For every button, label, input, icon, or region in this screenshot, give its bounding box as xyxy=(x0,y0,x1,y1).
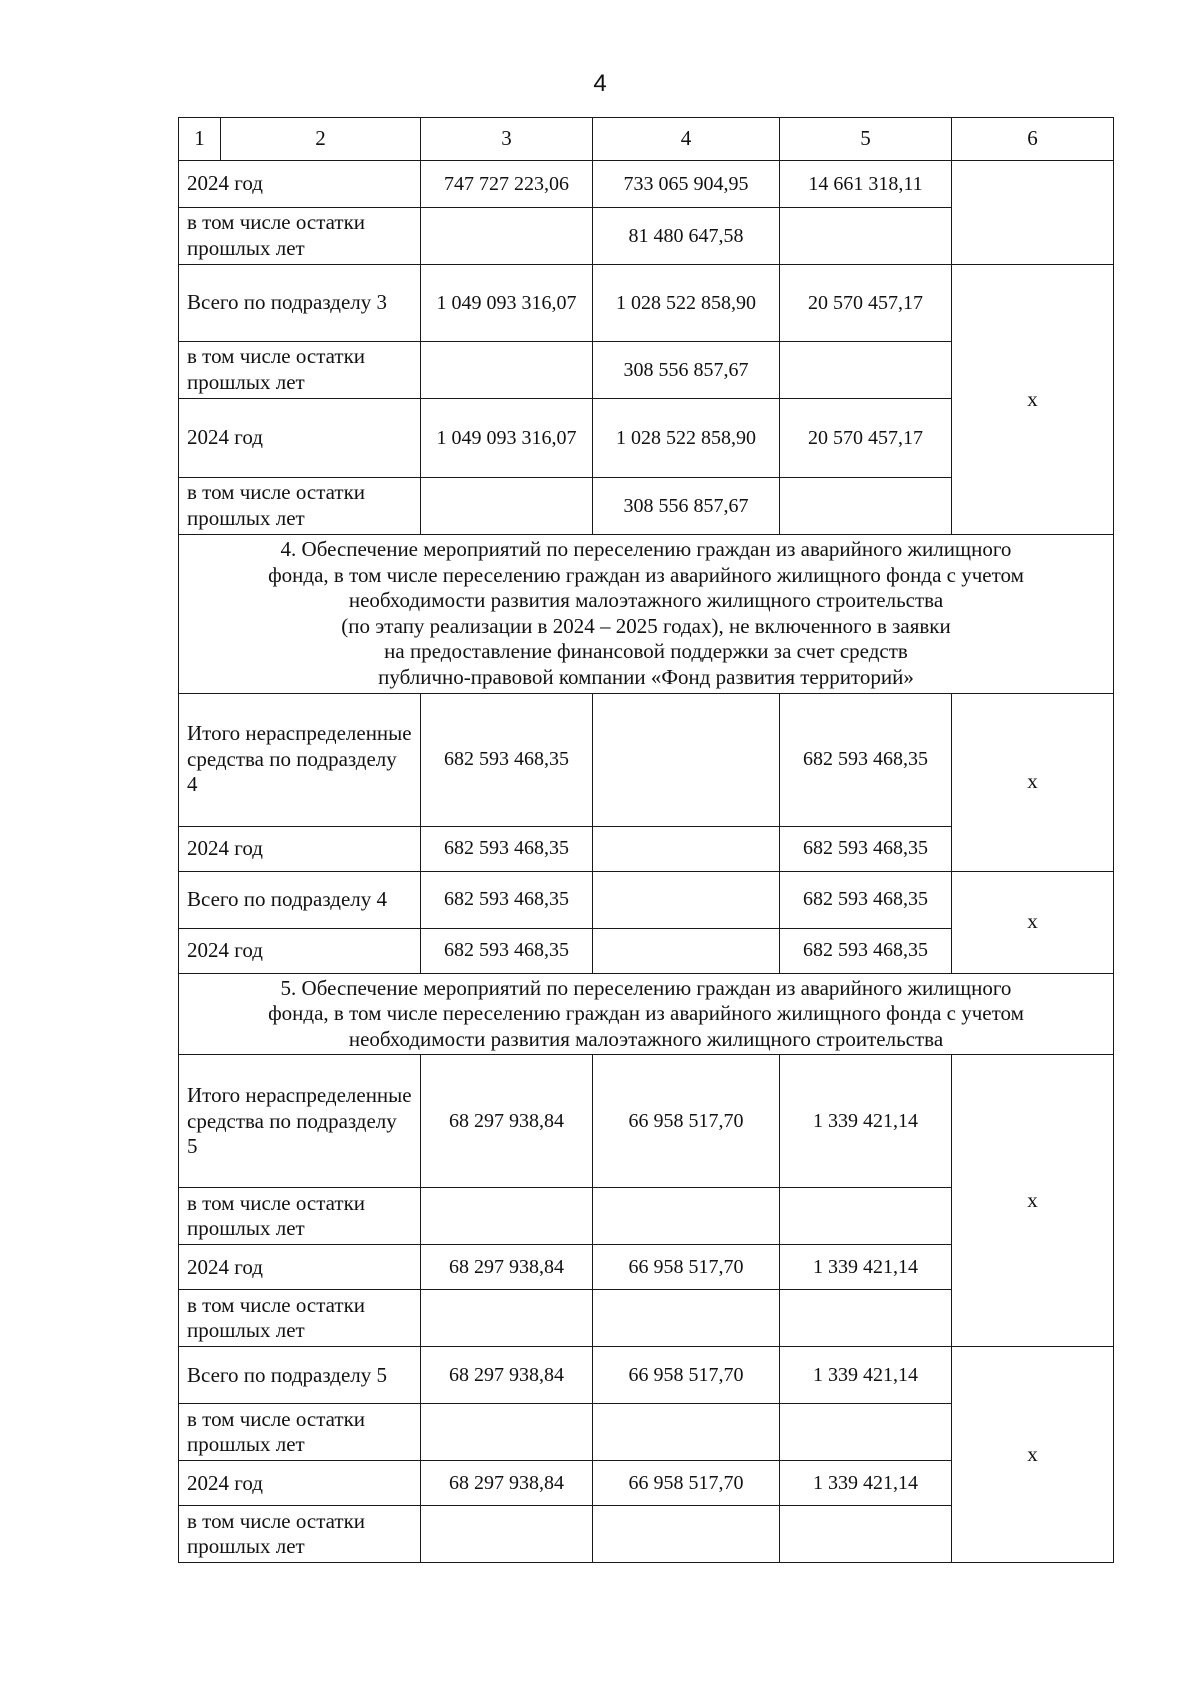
cell-col3: 682 593 468,35 xyxy=(421,826,593,871)
cell-col4: 1 028 522 858,90 xyxy=(593,399,780,478)
cell-col4: 733 065 904,95 xyxy=(593,161,780,208)
section-title-line: на предоставление финансовой поддержки за счет средств xyxy=(384,639,908,664)
cell-col4: 1 028 522 858,90 xyxy=(593,265,780,342)
row-label: Всего по подразделу 4 xyxy=(179,871,421,928)
cell-col5: 1 339 421,14 xyxy=(780,1055,952,1188)
section-heading-row xyxy=(179,973,1114,1055)
row-label: 2024 год xyxy=(179,399,421,478)
cell-col5: 14 661 318,11 xyxy=(780,161,952,208)
section-title-line: (по этапу реализации в 2024 – 2025 годах), не включенного в заявки xyxy=(341,613,951,638)
row-label: 2024 год xyxy=(179,1245,421,1290)
table-row xyxy=(179,265,1114,342)
cell-col5: 682 593 468,35 xyxy=(780,871,952,928)
cell-col4 xyxy=(593,928,780,973)
x-mark: х xyxy=(952,1347,1114,1563)
x-mark: х xyxy=(952,265,1114,535)
cell-col5 xyxy=(780,478,952,535)
cell-col5 xyxy=(780,342,952,399)
column-header: 6 xyxy=(952,118,1114,161)
cell-col3: 1 049 093 316,07 xyxy=(421,265,593,342)
cell-col5: 20 570 457,17 xyxy=(780,265,952,342)
cell-col5: 1 339 421,14 xyxy=(780,1347,952,1404)
row-label: в том числе остатки прошлых лет xyxy=(179,1404,421,1461)
cell-col5: 682 593 468,35 xyxy=(780,928,952,973)
row-label: в том числе остатки прошлых лет xyxy=(179,1290,421,1347)
cell-col3: 68 297 938,84 xyxy=(421,1461,593,1506)
row-label: в том числе остатки прошлых лет xyxy=(179,1506,421,1563)
budget-table xyxy=(178,117,1114,1563)
column-header: 2 xyxy=(221,118,421,161)
cell-col5: 20 570 457,17 xyxy=(780,399,952,478)
cell-col5 xyxy=(780,1506,952,1563)
cell-col5 xyxy=(780,208,952,265)
cell-col3: 682 593 468,35 xyxy=(421,871,593,928)
row-label: 2024 год xyxy=(179,826,421,871)
cell-col3 xyxy=(421,342,593,399)
section-title-line: необходимости развития малоэтажного жилищного строительства xyxy=(348,1026,944,1051)
cell-col4 xyxy=(593,826,780,871)
section-title-line: необходимости развития малоэтажного жилищного строительства xyxy=(348,588,944,613)
section-heading-row xyxy=(179,535,1114,694)
x-mark: х xyxy=(952,1055,1114,1347)
cell-col4: 308 556 857,67 xyxy=(593,478,780,535)
cell-col4 xyxy=(593,871,780,928)
cell-col3: 68 297 938,84 xyxy=(421,1055,593,1188)
cell-col3: 1 049 093 316,07 xyxy=(421,399,593,478)
cell-col3 xyxy=(421,478,593,535)
row-label: Всего по подразделу 5 xyxy=(179,1347,421,1404)
section-title-line: 4. Обеспечение мероприятий по переселению граждан из аварийного жилищного xyxy=(280,537,1012,561)
cell-col4: 66 958 517,70 xyxy=(593,1461,780,1506)
row-label: 2024 год xyxy=(179,161,421,208)
row-label: 2024 год xyxy=(179,1461,421,1506)
cell-col5 xyxy=(780,1290,952,1347)
column-header: 1 xyxy=(179,118,221,161)
table-row xyxy=(179,871,1114,928)
row-label: в том числе остатки прошлых лет xyxy=(179,208,421,265)
section-5-title xyxy=(179,973,1114,1055)
cell-col4 xyxy=(593,693,780,826)
row-label: в том числе остатки прошлых лет xyxy=(179,1188,421,1245)
cell-col3: 68 297 938,84 xyxy=(421,1347,593,1404)
cell-col4 xyxy=(593,1188,780,1245)
cell-col3 xyxy=(421,208,593,265)
cell-col5 xyxy=(780,1188,952,1245)
cell-col4: 66 958 517,70 xyxy=(593,1347,780,1404)
table-row xyxy=(179,1347,1114,1404)
row-label: Итого нераспределенные средства по подразделу 5 xyxy=(179,1055,421,1188)
cell-col6 xyxy=(952,161,1114,265)
column-header: 3 xyxy=(421,118,593,161)
table-row xyxy=(179,1055,1114,1188)
cell-col3: 682 593 468,35 xyxy=(421,928,593,973)
cell-col3: 68 297 938,84 xyxy=(421,1245,593,1290)
column-header-row xyxy=(179,118,1114,161)
table-row xyxy=(179,693,1114,826)
cell-col4 xyxy=(593,1290,780,1347)
cell-col4 xyxy=(593,1404,780,1461)
cell-col5: 1 339 421,14 xyxy=(780,1461,952,1506)
row-label: в том числе остатки прошлых лет xyxy=(179,478,421,535)
cell-col4: 308 556 857,67 xyxy=(593,342,780,399)
cell-col5: 682 593 468,35 xyxy=(780,826,952,871)
section-4-title xyxy=(179,535,1114,694)
row-label: в том числе остатки прошлых лет xyxy=(179,342,421,399)
cell-col3: 682 593 468,35 xyxy=(421,693,593,826)
cell-col4: 66 958 517,70 xyxy=(593,1245,780,1290)
cell-col3 xyxy=(421,1404,593,1461)
section-title-line: фонда, в том числе переселению граждан из аварийного жилищного фонда с учетом xyxy=(268,1001,1024,1026)
column-header: 5 xyxy=(780,118,952,161)
x-mark: х xyxy=(952,871,1114,973)
cell-col4 xyxy=(593,1506,780,1563)
section-title-line: фонда, в том числе переселению граждан из аварийного жилищного фонда с учетом xyxy=(268,562,1024,587)
cell-col4: 66 958 517,70 xyxy=(593,1055,780,1188)
section-title-line: 5. Обеспечение мероприятий по переселению граждан из аварийного жилищного xyxy=(280,975,1012,1000)
section-title-line: публично-правовой компании «Фонд развития территорий» xyxy=(378,665,914,690)
table-row xyxy=(179,161,1114,208)
page-number: 4 xyxy=(593,70,607,97)
row-label: Итого нераспределенные средства по подразделу 4 xyxy=(179,693,421,826)
cell-col4: 81 480 647,58 xyxy=(593,208,780,265)
cell-col5: 682 593 468,35 xyxy=(780,693,952,826)
cell-col3 xyxy=(421,1290,593,1347)
x-mark: х xyxy=(952,693,1114,871)
cell-col3: 747 727 223,06 xyxy=(421,161,593,208)
column-header: 4 xyxy=(593,118,780,161)
cell-col3 xyxy=(421,1506,593,1563)
cell-col3 xyxy=(421,1188,593,1245)
row-label: Всего по подразделу 3 xyxy=(179,265,421,342)
row-label: 2024 год xyxy=(179,928,421,973)
cell-col5 xyxy=(780,1404,952,1461)
cell-col5: 1 339 421,14 xyxy=(780,1245,952,1290)
